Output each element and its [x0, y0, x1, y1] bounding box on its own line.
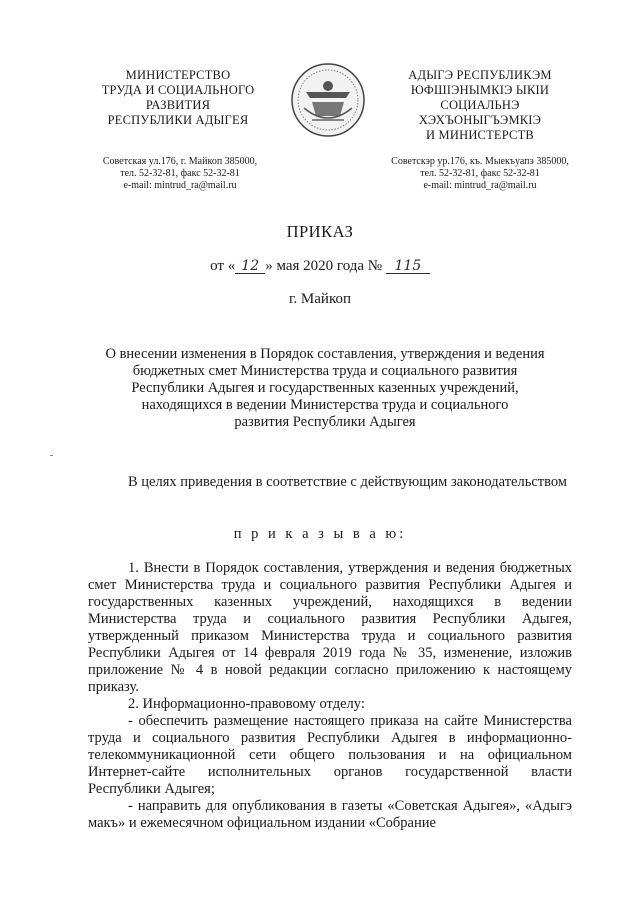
org-line: И МИНИСТЕРСТВ	[426, 128, 534, 142]
phone-line: тел. 52-32-81, факс 52-32-81	[420, 168, 540, 179]
subject-line: находящихся в ведении Министерства труда и социального	[141, 397, 509, 413]
handwritten-order-number: 115	[386, 259, 430, 274]
org-line: МИНИСТЕРСТВО	[125, 68, 231, 82]
order-date-line	[0, 258, 640, 275]
city-line: г. Майкоп	[288, 291, 352, 307]
paragraph-1: 1. Внести в Порядок составления, утверждения и ведения бюджетных смет Министерства труда и социального развития Республики Адыгея и государственных казенных учреждений, находящихся в ведении Министерства труда и социального развития Республики Адыгея, утвержденный приказом Министерства труда и социального развития Республики Адыгея от 14 февраля 2019 года № 35, изменение, изложив приложение № 4 в новой редакции согласно приложению к настоящему приказу.	[88, 560, 572, 695]
date-prefix: от «	[210, 258, 236, 274]
coat-of-arms-icon	[290, 62, 366, 138]
org-line: ХЭХЪОНЫГЪЭМКIЭ	[418, 113, 542, 127]
phone-line: тел. 52-32-81, факс 52-32-81	[120, 168, 240, 179]
ministry-name-russian	[78, 68, 278, 128]
email-line: e-mail: mintrud_ra@mail.ru	[123, 180, 237, 191]
subject-line: Республики Адыгея и государственных казенных учреждений,	[131, 380, 519, 396]
org-line: РАЗВИТИЯ	[145, 98, 211, 112]
org-line: СОЦИАЛЬНЭ	[440, 98, 520, 112]
date-middle: » мая 2020 года №	[265, 258, 383, 274]
subject-line: развития Республики Адыгея	[234, 414, 416, 430]
preamble-text: В целях приведения в соответствие с действующим законодательством	[128, 474, 567, 490]
subject-line: бюджетных смет Министерства труда и социального развития	[132, 363, 518, 379]
org-line: ЮФШIЭНЫМКIЭ ЫКIИ	[410, 83, 550, 97]
subject-line: О внесении изменения в Порядок составления, утверждения и ведения	[105, 346, 545, 362]
contact-block-adyghe	[362, 156, 598, 192]
order-subject	[90, 346, 560, 431]
paragraph-2-item-1: - обеспечить размещение настоящего приказа на сайте Министерства труда и социального развития Республики Адыгея в информационно-телекоммуникационной сети общего пользования и на официальном Интернет-сайте исполнительных органов государственной власти Республики Адыгея;	[88, 713, 572, 797]
email-line: e-mail: mintrud_ra@mail.ru	[423, 180, 537, 191]
preamble-block	[88, 474, 572, 491]
document-title: ПРИКАЗ	[286, 222, 354, 241]
ministry-name-adyghe	[380, 68, 580, 143]
org-line: ТРУДА И СОЦИАЛЬНОГО	[101, 83, 255, 97]
paragraph-2: 2. Информационно-правовому отделу:	[128, 696, 365, 712]
address-line: Советская ул.176, г. Майкоп 385000,	[102, 156, 258, 167]
org-line: АДЫГЭ РЕСПУБЛИКЭМ	[408, 68, 552, 82]
margin-mark	[50, 455, 53, 456]
order-word: п р и к а з ы в а ю:	[233, 526, 407, 542]
contact-block-russian	[70, 156, 290, 192]
address-line: Советскэр ур.176, къ. Мыекъуапэ 385000,	[391, 156, 569, 167]
handwritten-day: 12	[235, 259, 265, 274]
order-body	[88, 560, 572, 832]
org-line: РЕСПУБЛИКИ АДЫГЕЯ	[107, 113, 249, 127]
paragraph-2-item-2: - направить для опубликования в газеты «Советская Адыгея», «Адыгэ макъ» и ежемесячном официальном издании «Собрание	[88, 798, 572, 831]
